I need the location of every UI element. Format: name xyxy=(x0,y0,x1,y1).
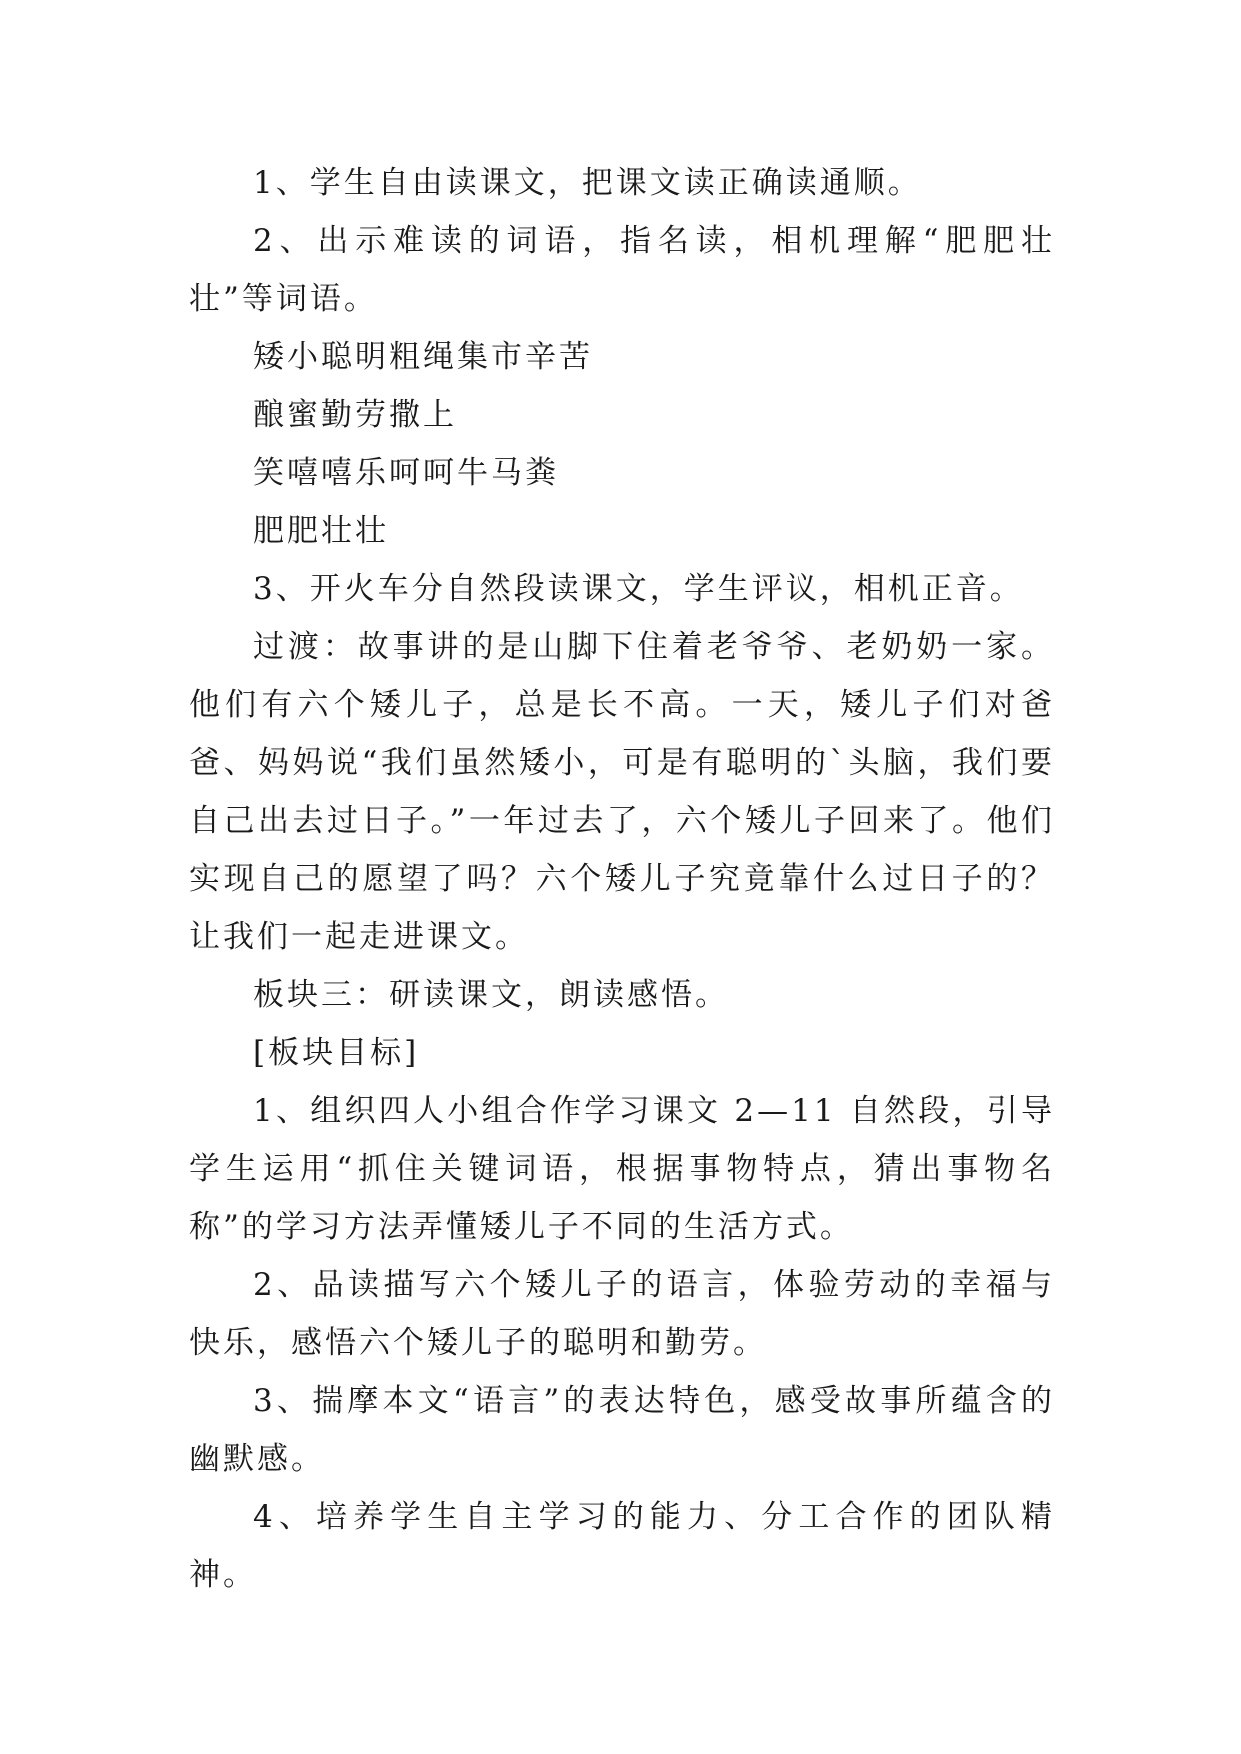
objective-3: 3、揣摩本文“语言”的表达特色，感受故事所蕴含的幽默感。 xyxy=(189,1383,1055,1477)
paragraph-step-2: 2、出示难读的词语，指名读，相机理解“肥肥壮壮”等词语。 xyxy=(189,223,1055,317)
paragraph-transition: 过渡：故事讲的是山脚下住着老爷爷、老奶奶一家。他们有六个矮儿子，总是长不高。一天，矮儿子们对爸爸、妈妈说“我们虽然矮小，可是有聪明的`头脑，我们要自己出去过日子。”一年过去了，六个矮儿子回来了。他们实现自己的愿望了吗？六个矮儿子究竟靠什么过日子的？让我们一起走进课文。 xyxy=(189,629,1055,955)
section-heading: 板块三：研读课文，朗读感悟。 xyxy=(253,977,729,1013)
section-objectives-label: [板块目标] xyxy=(253,1035,420,1071)
paragraph-step-1: 1、学生自由读课文，把课文读正确读通顺。 xyxy=(253,165,922,201)
word-list-line-1: 矮小聪明粗绳集市辛苦 xyxy=(253,339,593,375)
paragraph-step-3: 3、开火车分自然段读课文，学生评议，相机正音。 xyxy=(253,571,1024,607)
document-body xyxy=(189,154,1055,1604)
objective-1: 1、组织四人小组合作学习课文 2—11 自然段，引导学生运用“抓住关键词语，根据事物特点，猜出事物名称”的学习方法弄懂矮儿子不同的生活方式。 xyxy=(189,1093,1055,1245)
word-list-line-3: 笑嘻嘻乐呵呵牛马粪 xyxy=(253,455,559,491)
word-list-line-2: 酿蜜勤劳撒上 xyxy=(253,397,457,433)
objective-4: 4、培养学生自主学习的能力、分工合作的团队精神。 xyxy=(189,1499,1055,1593)
objective-2: 2、品读描写六个矮儿子的语言，体验劳动的幸福与快乐，感悟六个矮儿子的聪明和勤劳。 xyxy=(189,1267,1055,1361)
word-list-line-4: 肥肥壮壮 xyxy=(253,513,389,549)
